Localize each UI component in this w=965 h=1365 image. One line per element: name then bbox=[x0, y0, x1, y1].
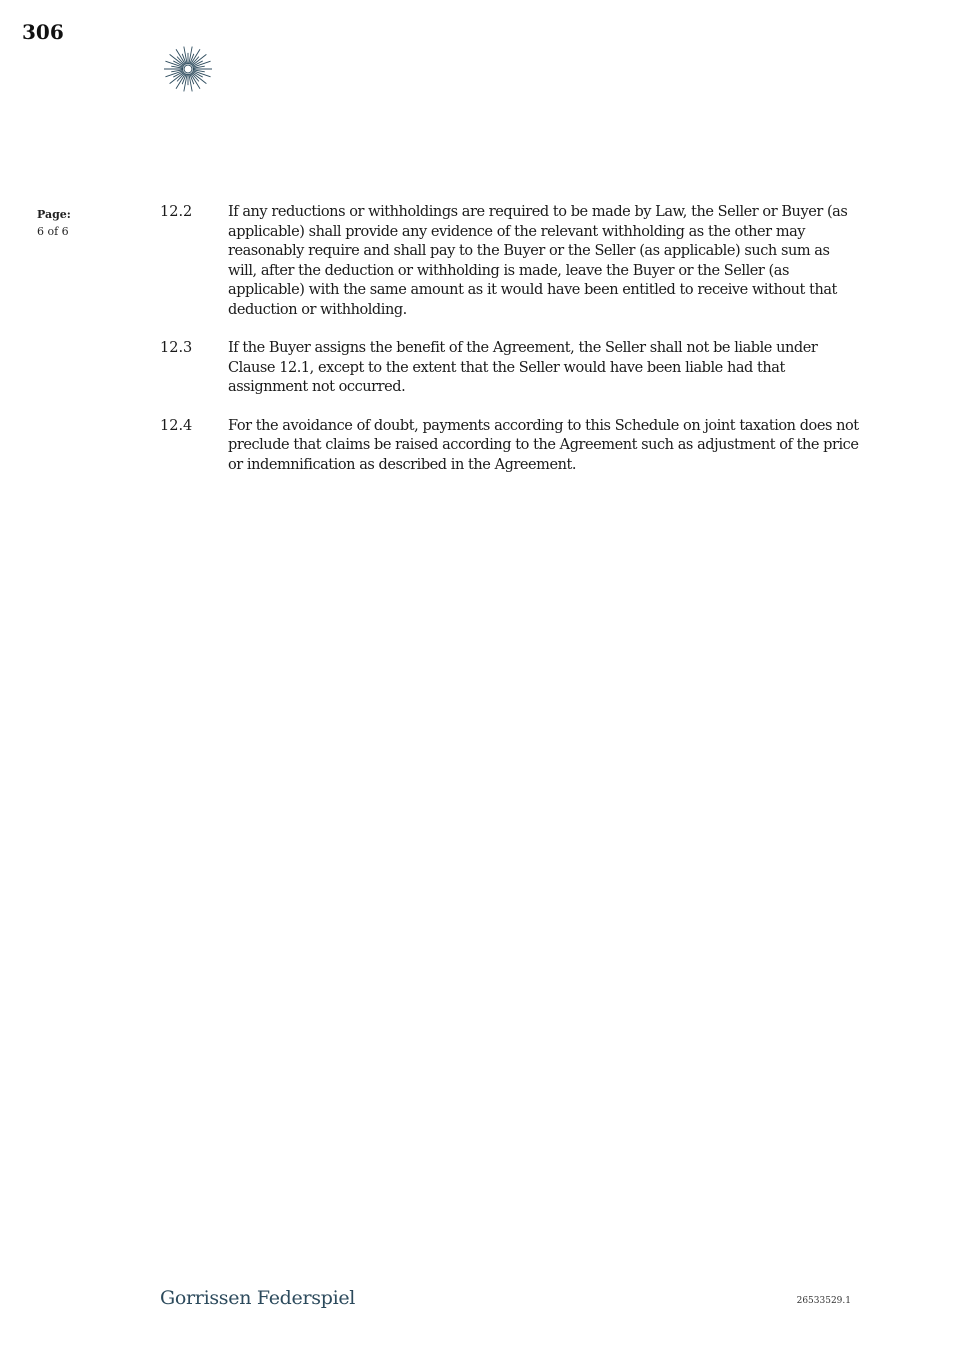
page-number: 306 bbox=[22, 20, 64, 44]
clause-number: 12.3 bbox=[160, 340, 193, 356]
page-label: Page: bbox=[37, 208, 71, 221]
firm-name: Gorrissen Federspiel bbox=[160, 1287, 356, 1309]
starburst-ray bbox=[192, 54, 207, 65]
clause-number: 12.4 bbox=[160, 417, 193, 434]
page-indicator bbox=[37, 206, 71, 240]
clause-text: For the avoidance of doubt, payments according to this Schedule on joint taxation does not preclude that claims be raised according to the Agreement such as adjustment of the price or indemnification as described in the Agreement. bbox=[228, 417, 859, 473]
starburst-icon bbox=[158, 44, 218, 94]
page-value: 6 of 6 bbox=[37, 225, 69, 238]
clause-12-4 bbox=[160, 417, 860, 476]
starburst-ray bbox=[170, 54, 185, 65]
starburst-ray bbox=[170, 72, 185, 83]
starburst-center bbox=[184, 65, 192, 73]
starburst-ray bbox=[192, 72, 207, 83]
clause-12-3 bbox=[160, 339, 860, 398]
clause-text: If the Buyer assigns the benefit of the Agreement, the Seller shall not be liable under Clause 12.1, except to the extent that the Seller would have been liable had that assignment not occurred. bbox=[228, 340, 818, 395]
clauses-list bbox=[160, 203, 860, 494]
clause-text: If any reductions or withholdings are required to be made by Law, the Seller or Buyer (as applicable) shall provide any evidence of the relevant withholding as the other may reasonably require and shall pay to the Buyer or the Seller (as applicable) such sum as will, after the deduction or withholding is made, leave the Buyer or the Seller (as applicable) with the same amount as it would have been entitled to receive without that deduction or withholding. bbox=[228, 204, 848, 318]
clause-12-2 bbox=[160, 203, 860, 320]
document-id: 26533529.1 bbox=[796, 1296, 851, 1306]
clause-number: 12.2 bbox=[160, 204, 193, 220]
